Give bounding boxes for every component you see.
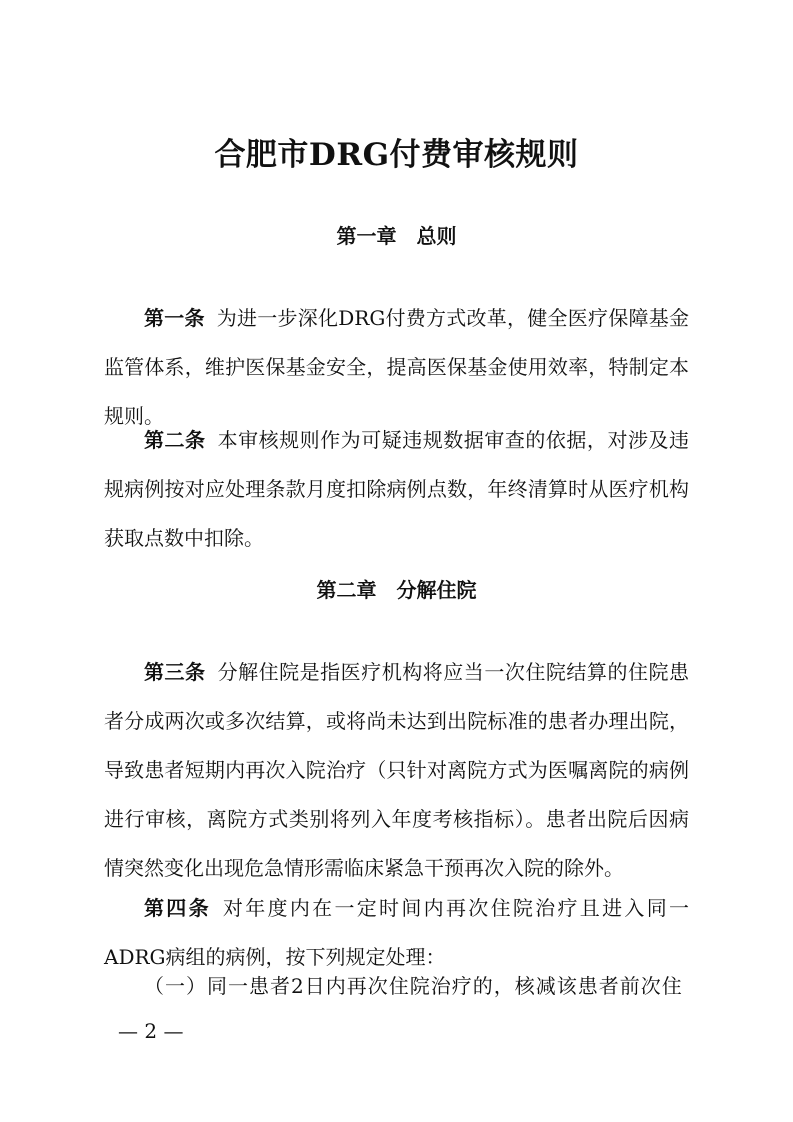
article-3-text: 分解住院是指医疗机构将应当一次住院结算的住院患者分成两次或多次结算，或将尚未达到出院标准的患者办理出院，导致患者短期内再次入院治疗（只针对离院方式为医嘱离院的病例进行审核，离院方式类别将列入年度考核指标）。患者出院后因病情突然变化出现危急情形需临床紧急干预再次入院的除外。: [104, 660, 690, 880]
article-4-heading: 第四条: [144, 896, 211, 920]
article-4-clause-1: （一）同一患者2日内再次住院治疗的，核减该患者前次住: [144, 974, 683, 998]
article-4-text: 对年度内在一定时间内再次住院治疗且进入同一ADRG病组的病例，按下列规定处理：: [104, 896, 690, 969]
page-number: — 2 —: [118, 1019, 184, 1043]
article-2-heading: 第二条: [144, 428, 206, 452]
article-1-text: 为进一步深化DRG付费方式改革，健全医疗保障基金监管体系，维护医保基金安全，提高医保基金使用效率，特制定本规则。: [104, 306, 690, 428]
article-2-text: 本审核规则作为可疑违规数据审查的依据，对涉及违规病例按对应处理条款月度扣除病例点数，年终清算时从医疗机构获取点数中扣除。: [104, 428, 690, 550]
chapter-2-heading: 第二章 分解住院: [316, 578, 477, 602]
article-2: [104, 416, 689, 563]
chapter-1-heading: 第一章 总则: [336, 224, 457, 248]
article-3-heading: 第三条: [144, 660, 206, 684]
article-1-heading: 第一条: [144, 306, 205, 330]
article-3: [104, 648, 689, 893]
document-title: 合肥市DRG付费审核规则: [214, 137, 579, 173]
